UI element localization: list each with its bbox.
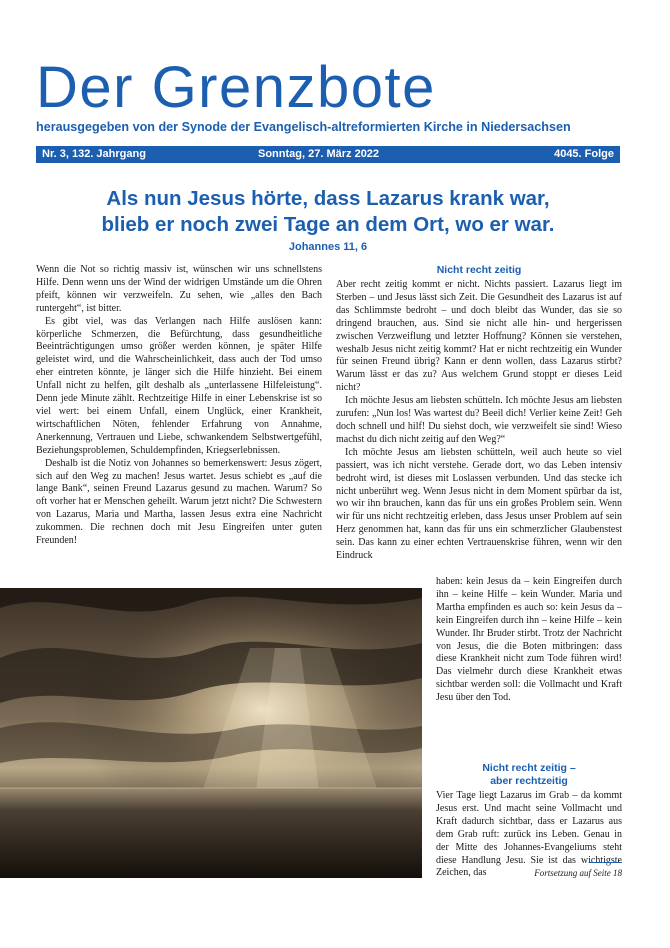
section-heading-2-line-1: Nicht recht zeitig –: [482, 762, 576, 774]
headline: [36, 186, 620, 238]
headline-line-1: Als nun Jesus hörte, dass Lazarus krank war,: [106, 187, 550, 210]
bible-reference: Johannes 11, 6: [288, 241, 368, 253]
issue-number: Nr. 3, 132. Jahrgang: [42, 148, 146, 160]
continued-note: Fortsetzung auf Seite 18: [534, 868, 622, 878]
sky-photo: [0, 588, 422, 878]
continuation-rule: [590, 862, 622, 863]
masthead-title: Der Grenzbote: [36, 55, 436, 120]
masthead-subtitle: herausgegeben von der Synode der Evangelisch-altreformierten Kirche in Niedersachsen: [36, 120, 571, 134]
issue-sequence: 4045. Folge: [554, 148, 614, 160]
left-paragraph: Es gibt viel, was das Verlangen nach Hilfe auslösen kann: körperliche Schmerzen, die Befürchtung, dass gesundheitliche Beeinträchtigungen umso größer werden können, je später Hilfe geleistet wird, und die Wahrscheinlichkeit, dass auch der Tod umso eher eintreten könnte, je länger sich die Hilfe hinzieht. Bei einem Unfall nicht zu helfen, gilt deshalb als „unterlassene Hilfeleistung“. Denn jede Minute zählt. Rechtzeitige Hilfe in einer Lebenskrise ist so viel wert: bei einem Unfall, einem Unglück, einer Krankheit, wirtschaftlichen Nöten, fehlender Erfahrung von Annahme, Anerkennung, Vertrauen und Liebe, schwankendem Selbstwertgefühl, Beziehungsproblemen, Schuldempfinden, Kriegserlebnissen.: [36, 315, 322, 456]
right-column: [336, 264, 622, 563]
right-continuation-text: haben: kein Jesus da – kein Eingreifen durch ihn – keine Hilfe – kein Wunder. Maria und Martha empfinden es auch so: kein Jesus da – kein Eingreifen durch ihn – keine Hilfe – kein Wunder. Ihr Bruder stirbt. Trotz der Nachricht von Jesus, die die Boten mitbringen: dass diese Krankheit nicht zum Tode führen wird! Das vielmehr durch diese Krankheit etwas sichtbar werden soll: die Vollmacht und Kraft Jesu über den Tod.: [436, 576, 622, 704]
issue-date: Sonntag, 27. März 2022: [258, 148, 380, 160]
left-column: [36, 264, 322, 548]
right-paragraph: Aber recht zeitig kommt er nicht. Nichts passiert. Lazarus liegt im Sterben – und Jesus lässt sich Zeit. Die Gesundheit des Lazarus ist auf das Schlimmste bedroht – und doch bleibt das Wunder, das sie so dringend brauchen, aus. Sind sie nicht alle hin- und hergerissen zwischen Verzweiflung und letzter Hoffnung? Können sie verstehen, weshalb Jesus nicht zeitig kommt? Hat er nicht rechtzeitig ein Wunder für seinen Freund übrig? Kann er denn wollen, dass Lazarus stirbt? Warum lässt er das zu? Aus welchem Grund stoppt er dieses Leid nicht?: [336, 279, 622, 394]
section-heading-2: [436, 762, 622, 788]
right-paragraph: Ich möchte Jesus am liebsten schütteln, weil auch heute so viel passiert, was ich nicht verstehe. Gerade dort, wo das Leben intensiv bedroht wird, ist dieses mit Loslassen verbunden. Und das stecke ich nicht unberührt weg. Wenn Jesus nicht in dem Moment spürbar da ist, wo wir ihn brauchen, kann das für uns ein großes Problem sein. Wenn wir für uns nicht rechtzeitig erleben, dass Jesus unser Problem auf sein Herz genommen hat, kann das für uns ein schmerzlicher Glaubenstest sein. Das kann zu einer echten Vertrauenskrise führen, wenn wir den Eindruck: [336, 446, 622, 562]
right-paragraph: Ich möchte Jesus am liebsten schütteln. Ich möchte Jesus am liebsten zurufen: „Nun los! Was wartest du? Beeil dich! Verlier keine Zeit! Geh doch schnell und hilf! Du siehst doch, wie verzweifelt sie sind! Wieso machst du dich nicht zeitig auf den Weg?“: [336, 395, 622, 445]
right-paragraph-2: Vier Tage liegt Lazarus im Grab – da kommt Jesus erst. Und macht seine Vollmacht und Kraft dadurch sichtbar, dass er Lazarus aus dem Grab ruft: zurück ins Leben. Genau in der Mitte des Johannes-Evangeliums steht diese Handlung Jesu. Sie ist das wichtigste Zeichen, das: [436, 790, 622, 879]
section-heading: Nicht recht zeitig: [436, 264, 522, 276]
right-column-continuation: [436, 576, 622, 705]
section-heading-2-line-2: aber rechtzeitig: [490, 775, 568, 787]
left-paragraph: Deshalb ist die Notiz von Johannes so bemerkenswert: Jesus zögert, sich auf den Weg zu machen! Jesus wartet. Jesus schiebt es „auf die lange Bank“, seinen Freund Lazarus gesund zu machen. Warum? So oft vorher hat er Menschen geheilt. Warum jetzt nicht? Die Schwestern von Lazarus, Maria und Martha, lassen Jesus extra eine Nachricht zukommen. Die rechnen doch mit Jesu Eingreifen unter guten Freunden!: [36, 457, 322, 547]
issue-info-bar: [36, 146, 620, 163]
left-paragraph: Wenn die Not so richtig massiv ist, wünschen wir uns schnellstens Hilfe. Denn wenn uns der Wind der widrigen Umstände um die Ohren pfeift, können wir verzweifeln. Zu sehen, wie „alles den Bach runtergeht“, ist bitter.: [36, 264, 322, 314]
headline-line-2: blieb er noch zwei Tage an dem Ort, wo er war.: [101, 213, 555, 236]
